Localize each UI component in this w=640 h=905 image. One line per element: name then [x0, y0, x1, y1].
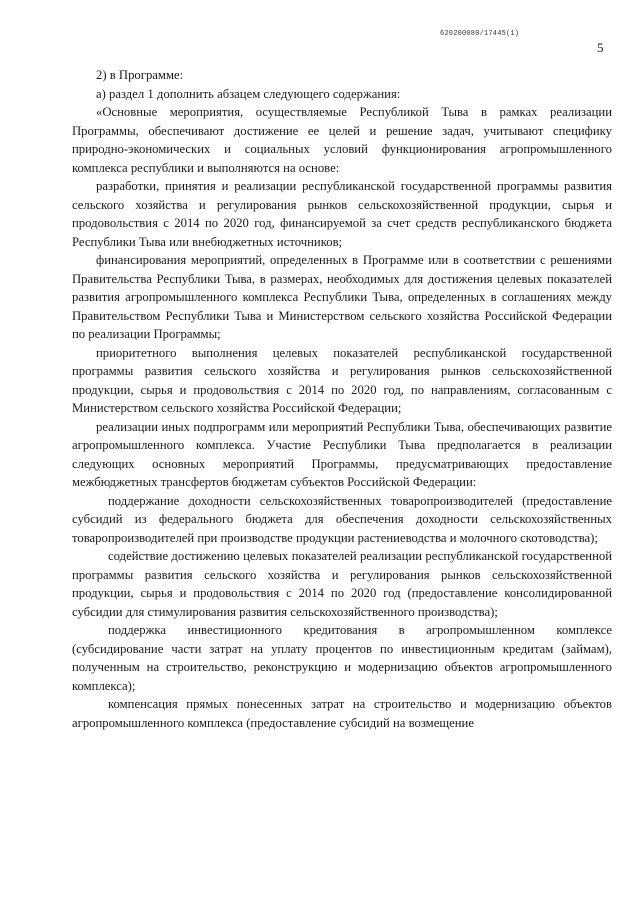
document-body — [72, 66, 612, 732]
paragraph-8: поддержание доходности сельскохозяйственных товаропроизводителей (предоставление субсидий из федерального бюджета для обеспечения доходности сельскохозяйственных товаропроизводителей при производстве продукции растениеводства и молочного скотоводства); — [72, 493, 612, 545]
paragraph-9: содействие достижению целевых показателей реализации республиканской государственной программы развития сельского хозяйства и регулирования рынков сельскохозяйственной продукции, сырья и продовольствия с 2014 по 2020 год (предоставление консолидированной субсидии для стимулирования развития сельскохозяйственного производства); — [72, 549, 612, 619]
paragraph-1: 2) в Программе: — [96, 68, 184, 82]
document-code: 620200080/17445(1) — [440, 30, 520, 38]
page-number: 5 — [597, 40, 604, 55]
paragraph-3: «Основные мероприятия, осуществляемые Республикой Тыва в рамках реализации Программы, обеспечивают достижение ее целей и решение задач, учитывают специфику природно-экономических и социальных условий функционирования агропромышленного комплекса республики и выполняются на основе: — [72, 105, 612, 175]
paragraph-5: финансирования мероприятий, определенных в Программе или в соответствии с решениями Правительства Республики Тыва, в размерах, необходимых для достижения целевых показателей развития агропромышленного комплекса Республики Тыва, определенных в соглашениях между Правительством Республики Тыва и Министерством сельского хозяйства Российской Федерации по реализации Программы; — [72, 253, 612, 341]
paragraph-10: поддержка инвестиционного кредитования в агропромышленном комплексе (субсидирование части затрат на уплату процентов по инвестиционным кредитам (займам), полученным на строительство, реконструкцию и модернизацию объектов агропромышленного комплекса); — [72, 623, 612, 693]
paragraph-4: разработки, принятия и реализации республиканской государственной программы развития сельского хозяйства и регулирования рынков сельскохозяйственной продукции, сырья и продовольствия с 2014 по 2020 год, финансируемой за счет средств республиканского бюджета Республики Тыва или внебюджетных источников; — [72, 179, 612, 249]
paragraph-11: компенсация прямых понесенных затрат на строительство и модернизацию объектов агропромышленного комплекса (предоставление субсидий на возмещение — [72, 697, 612, 730]
paragraph-7: реализации иных подпрограмм или мероприятий Республики Тыва, обеспечивающих развитие агропромышленного комплекса. Участие Республики Тыва предполагается в реализации следующих основных мероприятий Программы, предусматривающих предоставление межбюджетных трансфертов бюджетам субъектов Российской Федерации: — [72, 419, 612, 489]
paragraph-6: приоритетного выполнения целевых показателей республиканской государственной программы развития сельского хозяйства и регулирования рынков сельскохозяйственной продукции, сырья и продовольствия с 2014 по 2020 год, по направлениям, согласованным с Министерством сельского хозяйства Российской Федерации; — [72, 345, 612, 415]
paragraph-2: а) раздел 1 дополнить абзацем следующего содержания: — [96, 86, 401, 101]
